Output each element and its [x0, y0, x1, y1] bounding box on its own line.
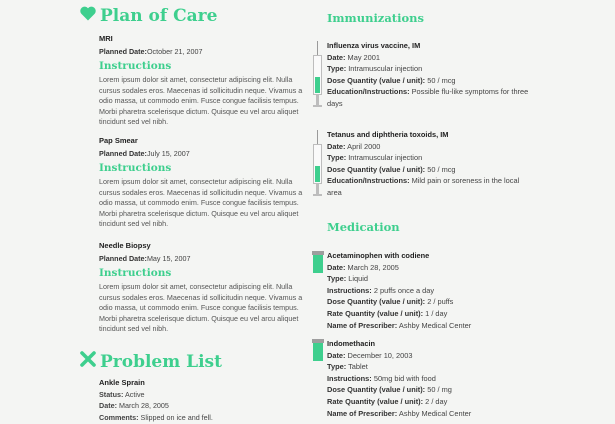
x-icon [80, 351, 96, 372]
problem-date: Date: March 28, 2005 [99, 401, 169, 410]
immunization-title: Influenza virus vaccine, IM [327, 41, 421, 50]
medication-title: Medication [327, 220, 400, 234]
planned-date: Planned Date:October 21, 2007 [99, 47, 203, 56]
problem-item-ankle-sprain [99, 377, 304, 423]
problem-status: Status: Active [99, 389, 145, 399]
medication-header [327, 220, 400, 234]
medication-item-title: Indomethacin [327, 339, 376, 348]
immunization-dose: Dose Quantity (value / unit): 50 / mcg [327, 75, 456, 85]
medication-record [327, 250, 547, 331]
immunization-record [327, 40, 532, 110]
instructions-heading: Instructions [99, 60, 172, 72]
medication-instructions: Instructions: 2 puffs once a day [327, 285, 435, 295]
plan-item-mri [99, 34, 304, 128]
immunizations-title: Immunizations [327, 11, 424, 25]
problem-comments: Comments: Slipped on ice and fell. [99, 412, 213, 422]
medication-item-title: Acetaminophen with codiene [327, 251, 430, 260]
medication-prescriber: Name of Prescriber: Ashby Medical Center [327, 320, 472, 330]
medication-date: Date: March 28, 2005 [327, 262, 399, 272]
immunization-education: Education/Instructions: Mild pain or soreness in the local area [327, 176, 520, 197]
instructions-heading: Instructions [99, 162, 172, 174]
immunization-type: Type: Intramuscular injection [327, 64, 423, 74]
heart-icon [80, 6, 96, 26]
problem-list-header [80, 351, 222, 372]
problem-list-title: Problem List [100, 351, 222, 372]
immunizations-header [327, 11, 424, 25]
planned-date: Planned Date:July 15, 2007 [99, 149, 190, 158]
plan-of-care-header [80, 6, 217, 26]
medication-instructions: Instructions: 50mg bid with food [327, 373, 436, 383]
medication-prescriber: Name of Prescriber: Ashby Medical Center [327, 408, 472, 418]
plan-item-title: MRI [99, 34, 113, 43]
immunization-type: Type: Intramuscular injection [327, 153, 423, 163]
medication-dose: Dose Quantity (value / unit): 2 / puffs [327, 297, 454, 307]
instructions-text: Lorem ipsum dolor sit amet, consectetur adipiscing elit. Nulla cursus sodales eros. Maecenas id sollicitudin neque. Vivamus a odio massa, ut commodo enim. Fusce congue facilisis tempus. Morbi pharetra scelerisque dictum. Quisque eu vel arcu aliquet tincidunt sed vel nibh. [99, 282, 303, 334]
medication-record [327, 338, 547, 419]
plan-of-care-title: Plan of Care [100, 6, 218, 26]
plan-item-title: Pap Smear [99, 136, 138, 145]
planned-date: Planned Date:May 15, 2007 [99, 254, 191, 263]
problem-item-title: Ankle Sprain [99, 378, 145, 387]
medication-rate: Rate Quantity (value / unit): 2 / day [327, 396, 448, 406]
instructions-text: Lorem ipsum dolor sit amet, consectetur adipiscing elit. Nulla cursus sodales eros. Maecenas id sollicitudin neque. Vivamus a odio massa, ut commodo enim. Fusce congue facilisis tempus. Morbi pharetra scelerisque dictum. Quisque eu vel arcu aliquet tincidunt sed vel nibh. [99, 177, 303, 229]
plan-item-pap-smear [99, 136, 304, 230]
pill-bottle-icon [312, 339, 324, 361]
immunization-education: Education/Instructions: Possible flu-like symptoms for three days [327, 87, 529, 108]
medication-rate: Rate Quantity (value / unit): 1 / day [327, 308, 448, 318]
immunization-dose: Dose Quantity (value / unit): 50 / mcg [327, 164, 456, 174]
immunization-title: Tetanus and diphtheria toxoids, IM [327, 130, 449, 139]
plan-item-needle-biopsy [99, 241, 304, 335]
pill-bottle-icon [312, 251, 324, 273]
immunization-date: Date: April 2000 [327, 141, 381, 151]
medication-date: Date: December 10, 2003 [327, 350, 413, 360]
medication-type: Type: Tablet [327, 362, 368, 372]
immunization-record [327, 129, 532, 199]
instructions-text: Lorem ipsum dolor sit amet, consectetur adipiscing elit. Nulla cursus sodales eros. Maecenas id sollicitudin neque. Vivamus a odio massa, ut commodo enim. Fusce congue facilisis tempus. Morbi pharetra scelerisque dictum. Quisque eu vel arcu aliquet tincidunt sed vel nibh. [99, 75, 303, 127]
instructions-heading: Instructions [99, 267, 172, 279]
medication-dose: Dose Quantity (value / unit): 50 / mg [327, 385, 452, 395]
medication-type: Type: Liquid [327, 274, 368, 284]
plan-item-title: Needle Biopsy [99, 241, 151, 250]
immunization-date: Date: May 2001 [327, 52, 381, 62]
